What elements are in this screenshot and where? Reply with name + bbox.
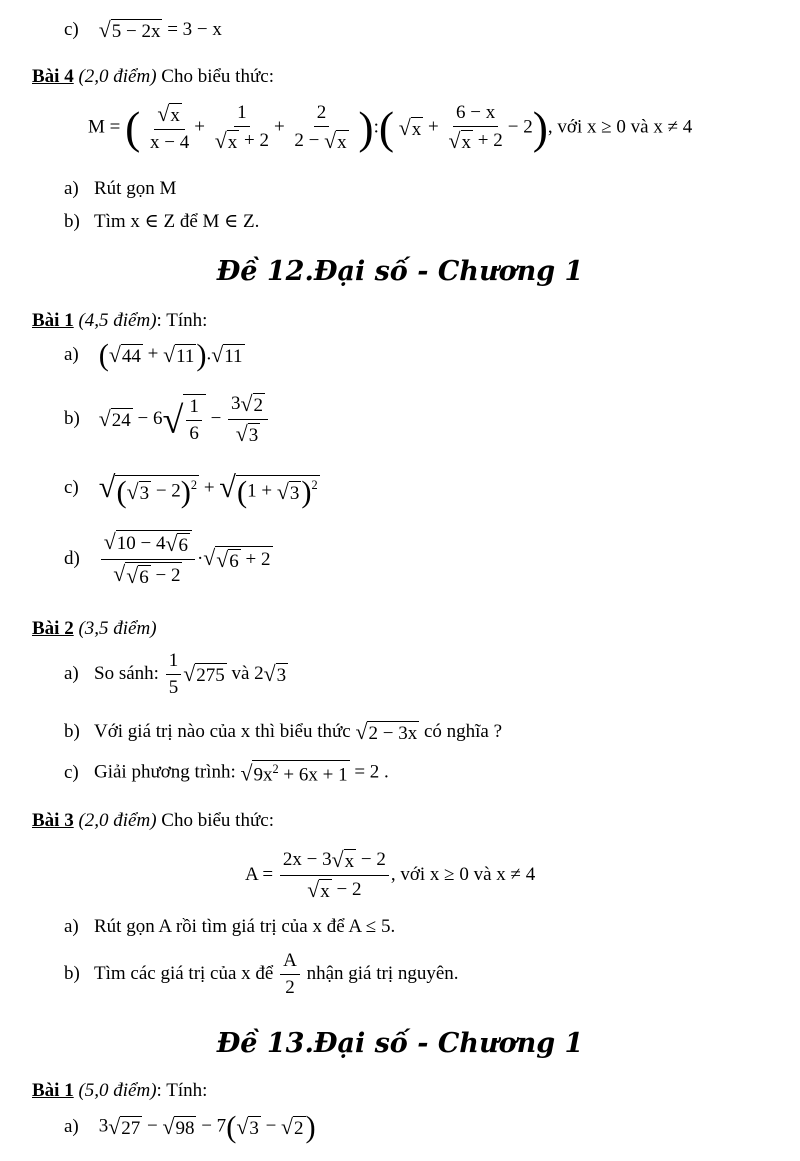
de12-bai3-header: Bài 3 (2,0 điểm) Cho biểu thức: [32,810,274,831]
bai4-item-a: a) Rút gọn M [64,178,177,199]
fraction: $\frac{√x}{x - 4}$ [150,102,190,153]
de12-bai2-header: Bài 2 (3,5 điểm) [32,618,157,639]
de12-bai3-a: a) Rút gọn A rồi tìm giá trị của x để A ≤ 5. [64,916,396,937]
section-heading-de13: Đề 13.Đại số - Chương 1 [216,1028,584,1059]
de12-bai3-formula-A: A = $\frac{2x - 3√x - 2}{√x - 2}$ , với x ≥ 0 và x ≠ 4 [245,848,536,902]
de13-bai1-header: Bài 1 (5,0 điểm): Tính: [32,1080,208,1101]
fraction: $\frac{1}{√x + 2}$ [214,102,269,153]
section-heading-de12: Đề 12.Đại số - Chương 1 [216,256,584,287]
bai4-item-b: b) Tìm x ∈ Z để M ∈ Z. [64,211,260,232]
de13-bai1-a: a) 3√27 − √98 − 7(√3 − √2) [64,1110,316,1144]
bai4-formula-M: M = ( $\frac{√x}{x - 4}$ + $\frac{1}{√x + 2}$ + $\frac{2}{2 - √x}$ ):( √x + $\frac{6 - x}{√x + 2}$ − 2), với x ≥ 0 và x ≠ 4 [88,102,693,154]
de12-bai2-a: a) So sánh: $\frac{1}{5}$ √275 và 2√3 [64,650,287,698]
de12-bai1-header: Bài 1 (4,5 điểm): Tính: [32,310,208,331]
fraction: $\frac{2}{2 - √x}$ [294,102,347,153]
fraction: $\frac{6 - x}{√x + 2}$ [448,102,503,153]
de12-bai1-a: a) (√44 + √11).√11 [64,338,243,372]
de12-bai3-b: b) Tìm các giá trị của x để $\frac{A}{2}$ nhận giá trị nguyên. [64,950,459,998]
problem-c-top: c) √5 − 2x = 3 − x [64,18,222,42]
bai4-header: Bài 4 (2,0 điểm) Cho biểu thức: [32,66,274,87]
de12-bai1-d: d) $\frac{√10 - 4√6}{√√6 - 2}$ ·√√6 + 2 [64,530,271,589]
de12-bai2-c: c) Giải phương trình: $√9x^2 + 6x + 1 = 2$ . [64,761,389,786]
fraction: $\frac{3√2}{√3}$ [228,392,268,447]
sqrt-expression: √5 − 2x [98,18,161,42]
fraction: $\frac{√10 - 4√6}{√√6 - 2}$ [101,530,195,589]
item-label: c) [64,18,79,40]
bai-points: (2,0 điểm) [78,66,157,87]
de12-bai2-b: b) Với giá trị nào của x thì biểu thức √2 − 3x có nghĩa ? [64,720,503,744]
de12-bai1-c: c) $√(√3 - 2)^2 + √(1 + √3)^2$ [64,470,318,510]
fraction: $\frac{2x - 3√x - 2}{√x - 2}$ [280,848,389,903]
bai-title: Bài 4 [32,66,74,87]
de12-bai1-b: b) √24 − 6√ $\frac{1}{6}$ − $\frac{3√2}{√3}$ [64,392,270,447]
